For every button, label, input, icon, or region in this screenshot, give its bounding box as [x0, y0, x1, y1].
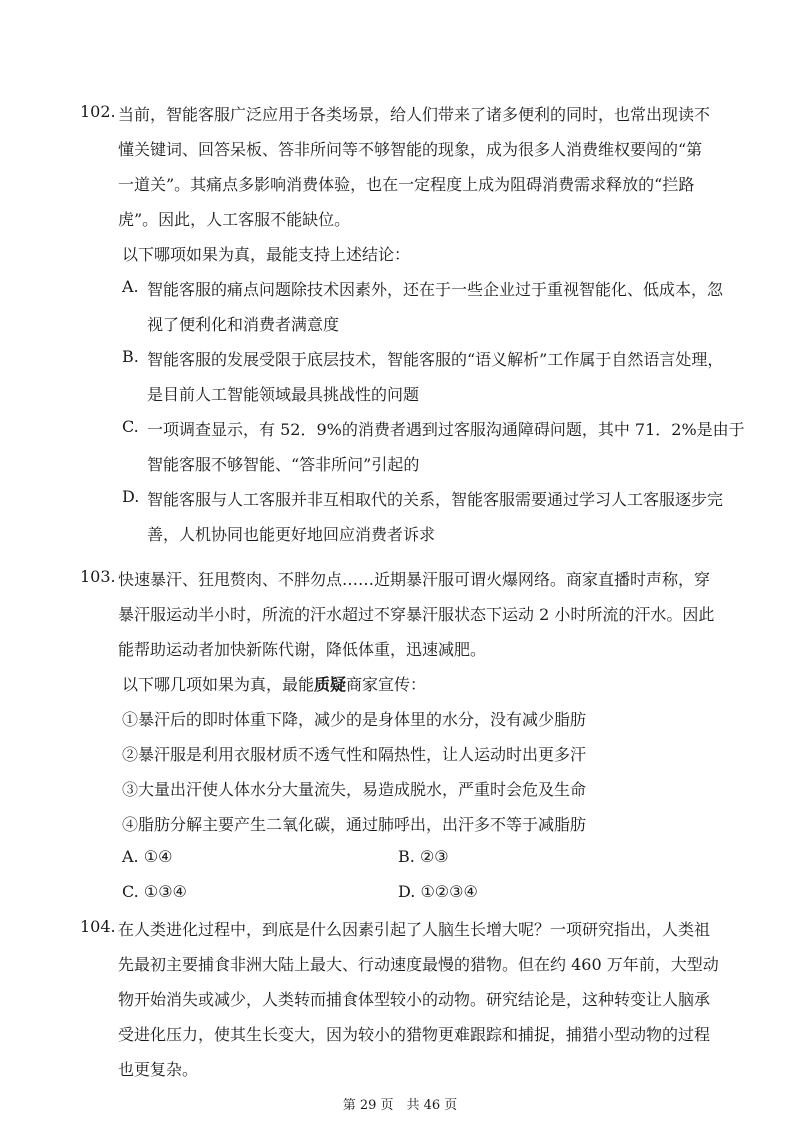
- q103-prompt-emphasis: 质疑: [314, 675, 347, 694]
- q103-stem-line-1: 快速暴汗、狂甩赘肉、不胖勿点……近期暴汗服可谓火爆网络。商家直播时声称，穿: [118, 570, 711, 589]
- q103-stem-line-3: 能帮助运动者加快新陈代谢，降低体重，迅速减肥。: [118, 640, 487, 659]
- q103-choice-c: [122, 882, 187, 901]
- q103-choice-a: [122, 847, 172, 866]
- q104-stem-line-1: 在人类进化过程中，到底是什么因素引起了人脑生长增大呢？一项研究指出，人类祖: [118, 920, 711, 939]
- q103-choice-b-label: B.: [398, 847, 415, 866]
- q102-option-c-line-1: 一项调查显示，有 52．9%的消费者遇到过客服沟通障碍问题，其中 71．2%是由于: [147, 420, 745, 439]
- q102-option-d-line-1: 智能客服与人工客服并非互相取代的关系，智能客服需要通过学习人工客服逐步完: [147, 490, 724, 509]
- q103-statement-1: ①暴汗后的即时体重下降，减少的是身体里的水分，没有减少脂肪: [122, 710, 587, 729]
- q103-choice-d-label: D.: [398, 882, 416, 901]
- q103-prompt-post: 商家宣传：: [346, 675, 427, 694]
- q102-option-b-line-2: 是目前人工智能领域最具挑战性的问题: [147, 385, 420, 404]
- q103-choice-d: [398, 882, 478, 901]
- q102-option-c-line-2: 智能客服不够智能、“答非所问”引起的: [147, 455, 420, 474]
- q104-stem-line-2: 先最初主要捕食非洲大陆上最大、行动速度最慢的猎物。但在约 460 万年前，大型动: [118, 955, 719, 974]
- q102-option-d-label: D.: [122, 487, 140, 506]
- q103-statement-3: ③大量出汗使人体水分大量流失，易造成脱水，严重时会危及生命: [122, 780, 587, 799]
- q104-stem-line-5: 也更复杂。: [118, 1060, 199, 1079]
- q103-choice-b: [398, 847, 449, 866]
- q103-choice-a-label: A.: [122, 847, 139, 866]
- question-number-102: 102.: [80, 102, 116, 121]
- q103-statement-4: ④脂肪分解主要产生二氧化碳，通过肺呼出，出汗多不等于减脂肪: [122, 815, 587, 834]
- q102-stem-line-1: 当前，智能客服广泛应用于各类场景，给人们带来了诸多便利的同时，也常出现读不: [118, 105, 711, 124]
- q102-option-c-label: C.: [122, 417, 139, 436]
- q103-choice-c-label: C.: [122, 882, 139, 901]
- q102-prompt: 以下哪项如果为真，最能支持上述结论：: [122, 245, 411, 264]
- q102-option-a-line-2: 视了便利化和消费者满意度: [147, 315, 340, 334]
- page-footer: 第 29 页 共 46 页: [342, 1098, 458, 1113]
- question-number-103: 103.: [80, 567, 116, 586]
- q102-option-b-line-1: 智能客服的发展受限于底层技术，智能客服的“语义解析”工作属于自然语言处理，: [147, 350, 724, 369]
- q103-choice-d-text: ①②③④: [420, 882, 478, 901]
- q102-option-a-label: A.: [122, 277, 139, 296]
- q103-prompt: [122, 672, 426, 695]
- q102-option-a-line-1: 智能客服的痛点问题除技术因素外，还在于一些企业过于重视智能化、低成本，忽: [147, 280, 724, 299]
- q103-choice-a-text: ①④: [143, 847, 173, 866]
- q104-stem-line-4: 受进化压力，使其生长变大，因为较小的猎物更难跟踪和捕捉，捕猎小型动物的过程: [118, 1025, 711, 1044]
- q102-option-d-line-2: 善，人机协同也能更好地回应消费者诉求: [147, 525, 436, 544]
- question-number-104: 104.: [80, 917, 116, 936]
- q103-choice-b-text: ②③: [419, 847, 449, 866]
- q103-choice-c-text: ①③④: [143, 882, 187, 901]
- q102-option-b-label: B.: [122, 347, 139, 366]
- q103-statement-2: ②暴汗服是利用衣服材质不透气性和隔热性，让人运动时出更多汗: [122, 745, 587, 764]
- q102-stem-line-2: 懂关键词、回答呆板、答非所问等不够智能的现象，成为很多人消费维权要闯的“第: [118, 140, 703, 159]
- q102-stem-line-3: 一道关”。其痛点多影响消费体验，也在一定程度上成为阻碍消费需求释放的“拦路: [118, 175, 695, 194]
- q102-stem-line-4: 虎”。因此，人工客服不能缺位。: [118, 210, 351, 229]
- q103-prompt-pre: 以下哪几项如果为真，最能: [122, 675, 315, 694]
- q104-stem-line-3: 物开始消失或减少，人类转而捕食体型较小的动物。研究结论是，这种转变让人脑承: [118, 990, 711, 1009]
- q103-stem-line-2: 暴汗服运动半小时，所流的汗水超过不穿暴汗服状态下运动 2 小时所流的汗水。因此: [118, 605, 715, 624]
